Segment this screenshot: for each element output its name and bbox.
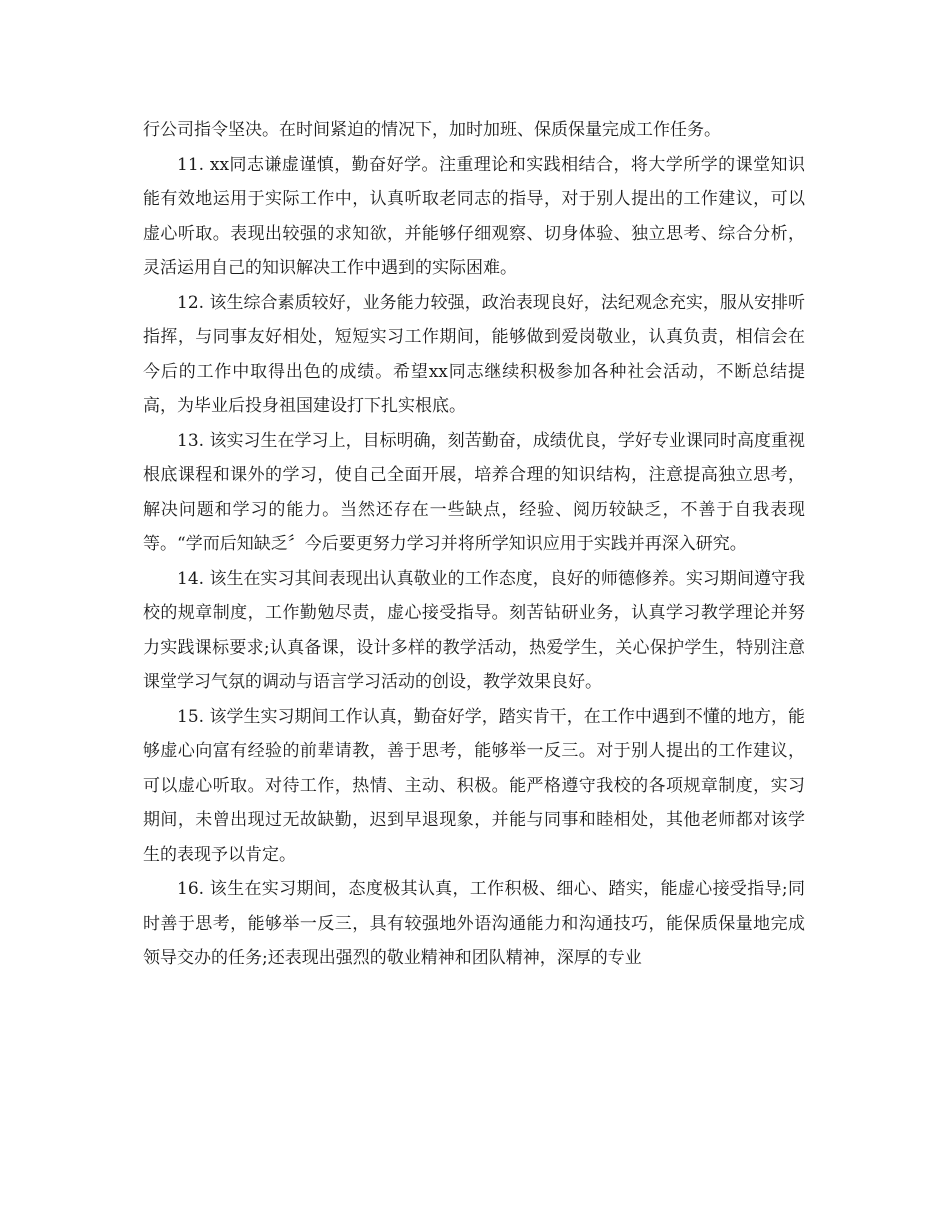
paragraph-item-14: 14. 该生在实习其间表现出认真敬业的工作态度，良好的师德修养。实习期间遵守我校的规章制度，工作勤勉尽责，虚心接受指导。刻苦钻研业务，认真学习教学理论并努力实践课标要求;认真备课，设计多样的教学活动，热爱学生，关心保护学生，特别注意课堂学习气氛的调动与语言学习活动的创设，教学效果良好。 — [143, 568, 805, 692]
paragraph-item-16: 16. 该生在实习期间，态度极其认真，工作积极、细心、踏实，能虚心接受指导;同时善于思考，能够举一反三，具有较强地外语沟通能力和沟通技巧，能保质保量地完成领导交办的任务;还表现出强烈的敬业精神和团队精神，深厚的专业 — [143, 879, 805, 968]
paragraph-item-15: 15. 该学生实习期间工作认真，勤奋好学，踏实肯干，在工作中遇到不懂的地方，能够虚心向富有经验的前辈请教，善于思考，能够举一反三。对于别人提出的工作建议，可以虚心听取。对待工作，热情、主动、积极。能严格遵守我校的各项规章制度，实习期间，未曾出现过无故缺勤，迟到早退现象，并能与同事和睦相处，其他老师都对该学生的表现予以肯定。 — [143, 706, 805, 865]
paragraph-item-11: 11. xx同志谦虚谨慎，勤奋好学。注重理论和实践相结合，将大学所学的课堂知识能有效地运用于实际工作中，认真听取老同志的指导，对于别人提出的工作建议，可以虚心听取。表现出较强的求知欲，并能够仔细观察、切身体验、独立思考、综合分析，灵活运用自己的知识解决工作中遇到的实际困难。 — [143, 154, 805, 278]
paragraph-continuation: 行公司指令坚决。在时间紧迫的情况下，加时加班、保质保量完成工作任务。 — [143, 120, 721, 140]
document-body — [143, 113, 805, 976]
paragraph-item-13: 13. 该实习生在学习上，目标明确，刻苦勤奋，成绩优良，学好专业课同时高度重视根底课程和课外的学习，使自己全面开展，培养合理的知识结构，注意提高独立思考，解决问题和学习的能力。当然还存在一些缺点，经验、阅历较缺乏，不善于自我表现等。“学而后知缺乏〞今后要更努力学习并将所学知识应用于实践并再深入研究。 — [143, 430, 805, 554]
paragraph-item-12: 12. 该生综合素质较好，业务能力较强，政治表现良好，法纪观念充实，服从安排听指挥，与同事友好相处，短短实习工作期间，能够做到爱岗敬业，认真负责，相信会在今后的工作中取得出色的成绩。希望xx同志继续积极参加各种社会活动，不断总结提高，为毕业后投身祖国建设打下扎实根底。 — [143, 292, 805, 416]
